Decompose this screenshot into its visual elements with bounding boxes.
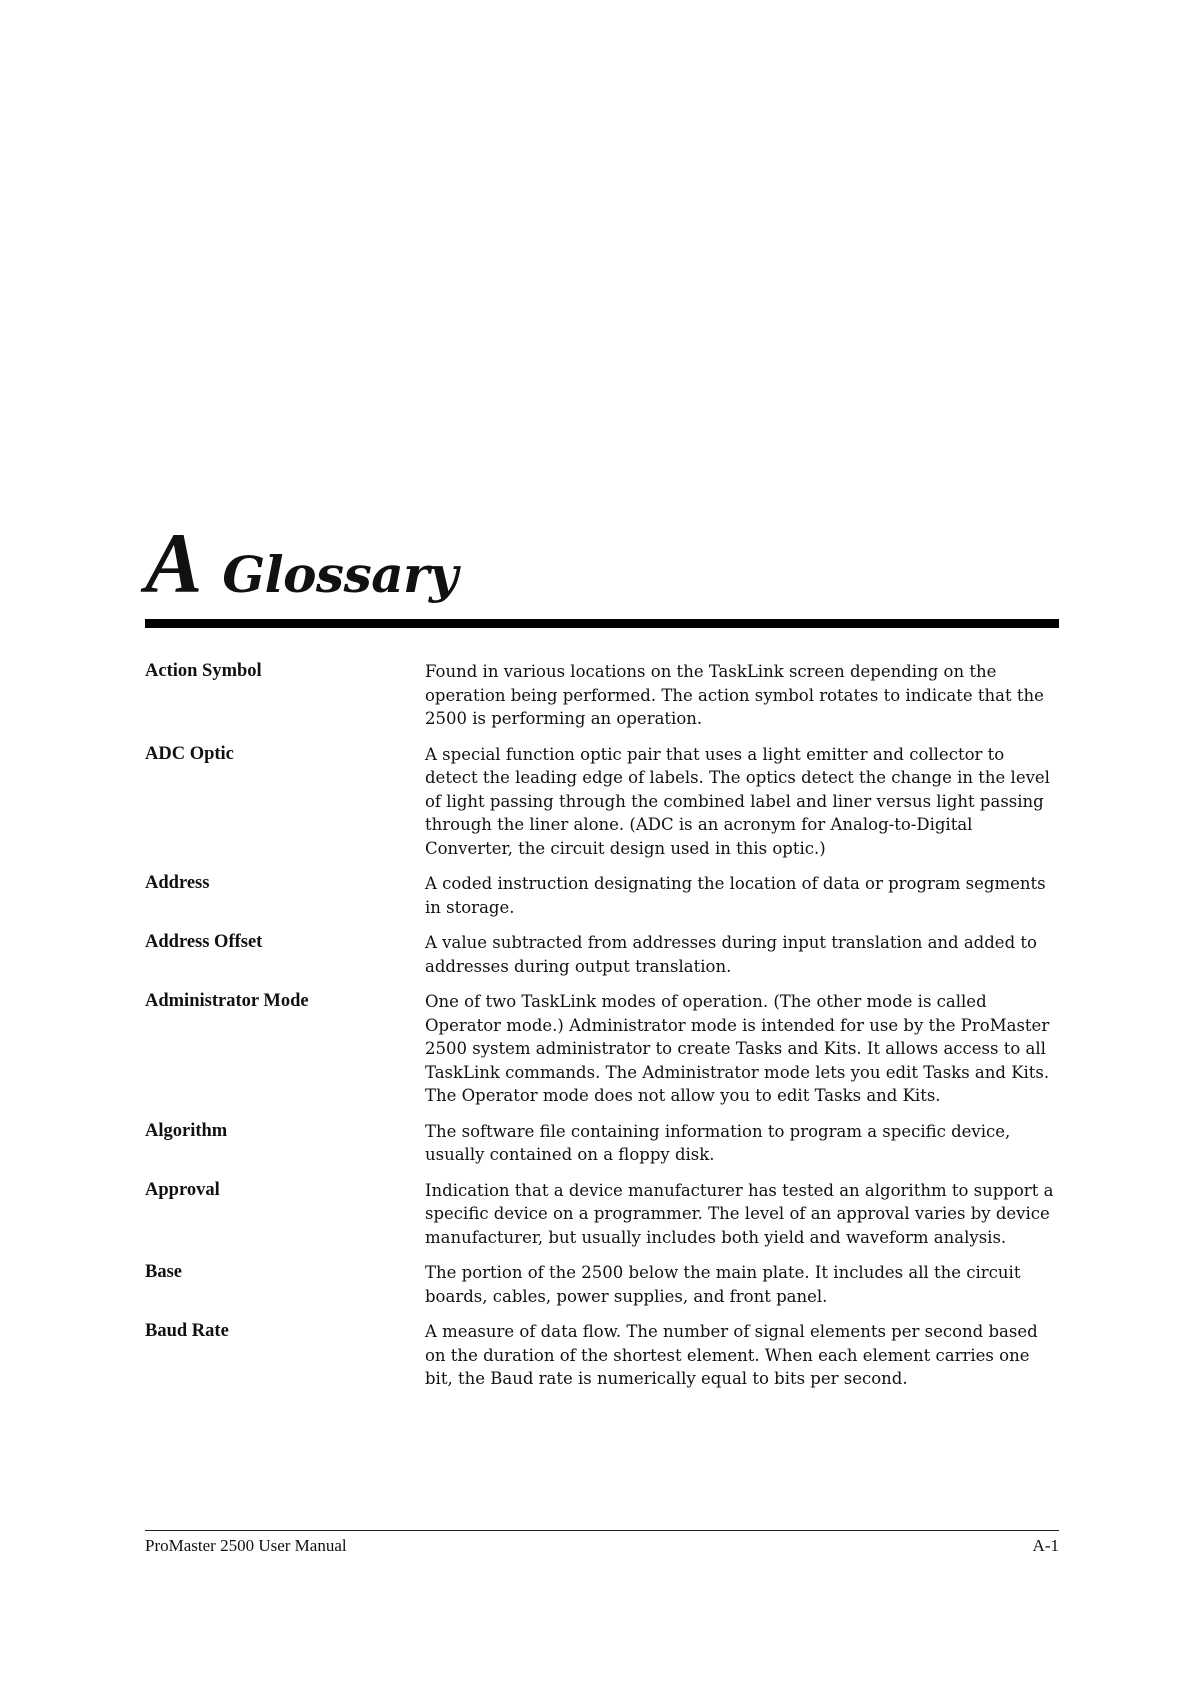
footer-manual-title: ProMaster 2500 User Manual <box>145 1536 347 1555</box>
glossary-entry <box>145 872 1059 919</box>
glossary-term: Action Symbol <box>145 661 262 681</box>
glossary-entry <box>145 931 1059 978</box>
glossary-definition: Indication that a device manufacturer has tested an algorithm to support a specific device on a programmer. The level of an approval varies by device manufacturer, but usually includes both yield and waveform analysis. <box>425 1180 1054 1247</box>
glossary-entry <box>145 1320 1059 1391</box>
glossary-definition: A coded instruction designating the location of data or program segments in storage. <box>425 874 1046 917</box>
glossary-definition: A value subtracted from addresses during input translation and added to addresses during output translation. <box>425 933 1037 976</box>
glossary-definition: The portion of the 2500 below the main plate. It includes all the circuit boards, cables, power supplies, and front panel. <box>425 1263 1021 1306</box>
glossary-term: ADC Optic <box>145 743 234 764</box>
glossary-term: Approval <box>145 1179 220 1200</box>
chapter-letter: A <box>145 515 203 611</box>
glossary-definition: Found in various locations on the TaskLink screen depending on the operation being performed. The action symbol rotates to indicate that the 2500 is performing an operation. <box>425 662 1044 728</box>
heading-rule <box>145 619 1059 628</box>
page-footer <box>145 1536 1059 1556</box>
glossary-entry <box>145 1261 1059 1308</box>
chapter-title: Glossary <box>222 545 458 604</box>
glossary-list <box>145 660 1059 1403</box>
glossary-entry <box>145 1179 1059 1250</box>
glossary-term: Administrator Mode <box>145 991 309 1011</box>
glossary-term: Algorithm <box>145 1120 228 1141</box>
glossary-definition: The software file containing information to program a specific device, usually contained on a floppy disk. <box>425 1121 1011 1164</box>
footer-rule <box>145 1530 1059 1531</box>
glossary-definition: A special function optic pair that uses a light emitter and collector to detect the leading edge of labels. The optics detect the change in the level of light passing through the combined label and liner versus light passing through the liner alone. (ADC is an acronym for Analog-to-Digital Converter, the circuit design used in this optic.) <box>425 744 1050 858</box>
glossary-definition: One of two TaskLink modes of operation. (The other mode is called Operator mode.) Administrator mode is intended for use by the ProMaster 2500 system administrator to create Tasks and Kits. It allows access to all TaskLink commands. The Administrator mode lets you edit Tasks and Kits. The Operator mode does not allow you to edit Tasks and Kits. <box>425 992 1050 1105</box>
glossary-term: Address Offset <box>145 932 263 952</box>
glossary-entry <box>145 743 1059 861</box>
glossary-entry <box>145 660 1059 731</box>
glossary-entry <box>145 990 1059 1108</box>
glossary-term: Address <box>145 873 210 893</box>
glossary-definition: A measure of data flow. The number of signal elements per second based on the duration of the shortest element. When each element carries one bit, the Baud rate is numerically equal to bits per second. <box>425 1322 1038 1388</box>
glossary-entry <box>145 1120 1059 1167</box>
glossary-term: Baud Rate <box>145 1321 229 1341</box>
chapter-heading <box>145 515 458 611</box>
footer-page-number: A-1 <box>1032 1536 1059 1555</box>
glossary-term: Base <box>145 1262 182 1282</box>
